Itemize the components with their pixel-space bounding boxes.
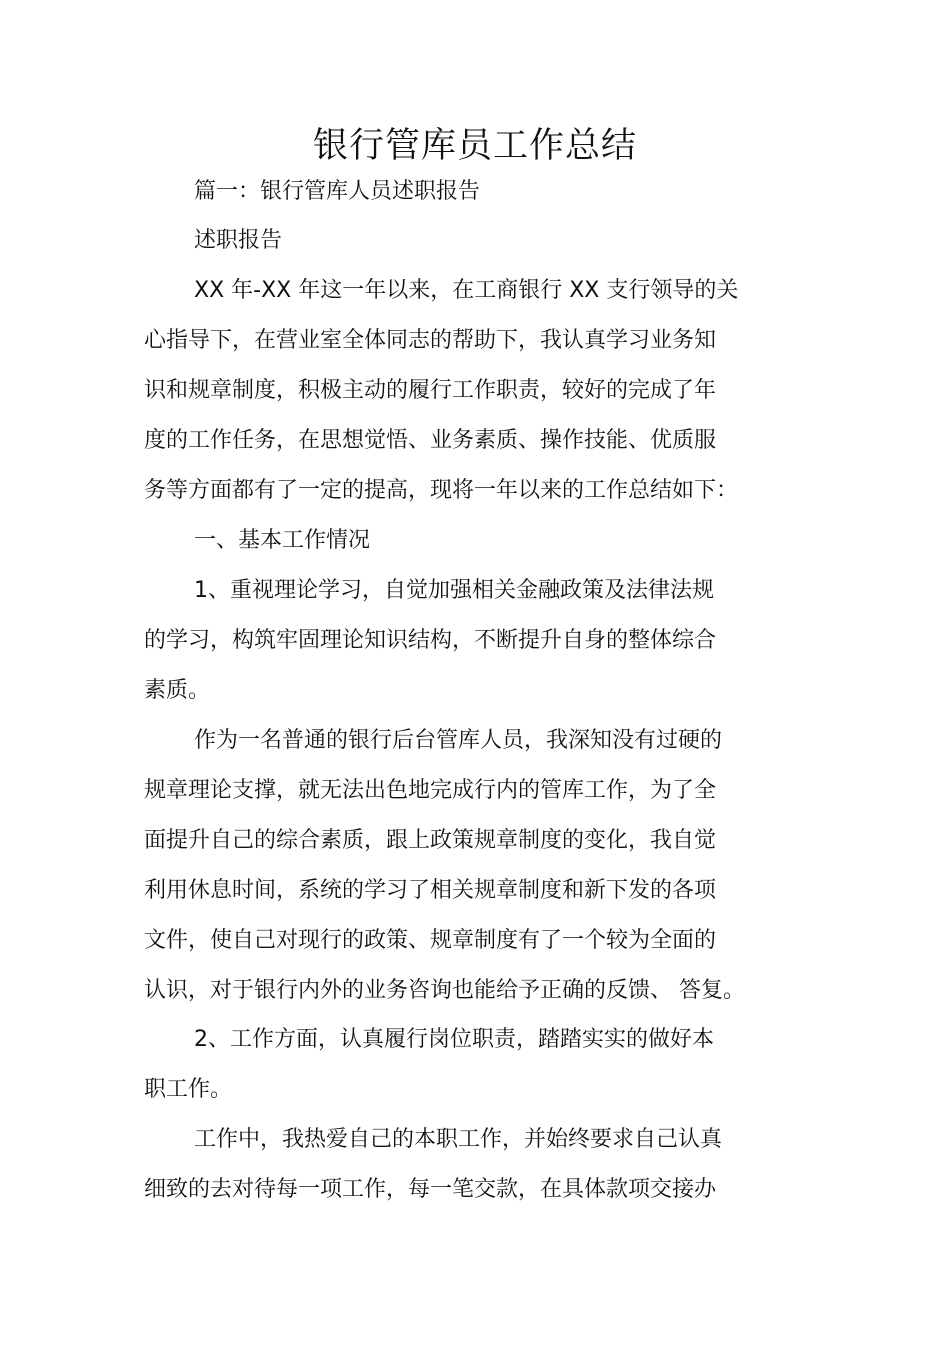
paragraph-line: 文件，使自己对现行的政策、规章制度有了一个较为全面的	[144, 928, 717, 953]
paragraph-line: 面提升自己的综合素质，跟上政策规章制度的变化，我自觉	[144, 828, 717, 853]
section-heading: 篇一：银行管库人员述职报告	[194, 179, 481, 204]
paragraph-line: 职工作。	[144, 1077, 233, 1102]
paragraph-line: 利用休息时间，系统的学习了相关规章制度和新下发的各项	[144, 878, 717, 903]
paragraph-line: 2、工作方面，认真履行岗位职责，踏踏实实的做好本	[194, 1027, 714, 1052]
paragraph-line: 务等方面都有了一定的提高，现将一年以来的工作总结如下：	[144, 478, 739, 503]
paragraph-line: 的学习，构筑牢固理论知识结构，不断提升自身的整体综合	[144, 628, 717, 653]
paragraph-line: 识和规章制度，积极主动的履行工作职责，较好的完成了年	[144, 378, 717, 403]
paragraph-line: 作为一名普通的银行后台管库人员，我深知没有过硬的	[194, 728, 723, 753]
paragraph-line: XX 年-XX 年这一年以来，在工商银行 XX 支行领导的关	[194, 278, 739, 303]
paragraph-line: 1、重视理论学习，自觉加强相关金融政策及法律法规	[194, 578, 714, 603]
paragraph-line: 度的工作任务，在思想觉悟、业务素质、操作技能、优质服	[144, 428, 717, 453]
paragraph-line: 素质。	[144, 678, 211, 703]
paragraph-line: 细致的去对待每一项工作，每一笔交款，在具体款项交接办	[144, 1177, 717, 1202]
paragraph-line: 规章理论支撑，就无法出色地完成行内的管库工作，为了全	[144, 778, 717, 803]
paragraph-line: 工作中，我热爱自己的本职工作，并始终要求自己认真	[194, 1127, 723, 1152]
subsection-heading: 一、基本工作情况	[194, 528, 371, 553]
paragraph-line: 认识，对于银行内外的业务咨询也能给予正确的反馈、 答复。	[144, 978, 745, 1003]
paragraph-line: 心指导下，在营业室全体同志的帮助下，我认真学习业务知	[144, 328, 717, 353]
report-heading: 述职报告	[194, 228, 283, 253]
document-title: 银行管库员工作总结	[312, 126, 637, 166]
